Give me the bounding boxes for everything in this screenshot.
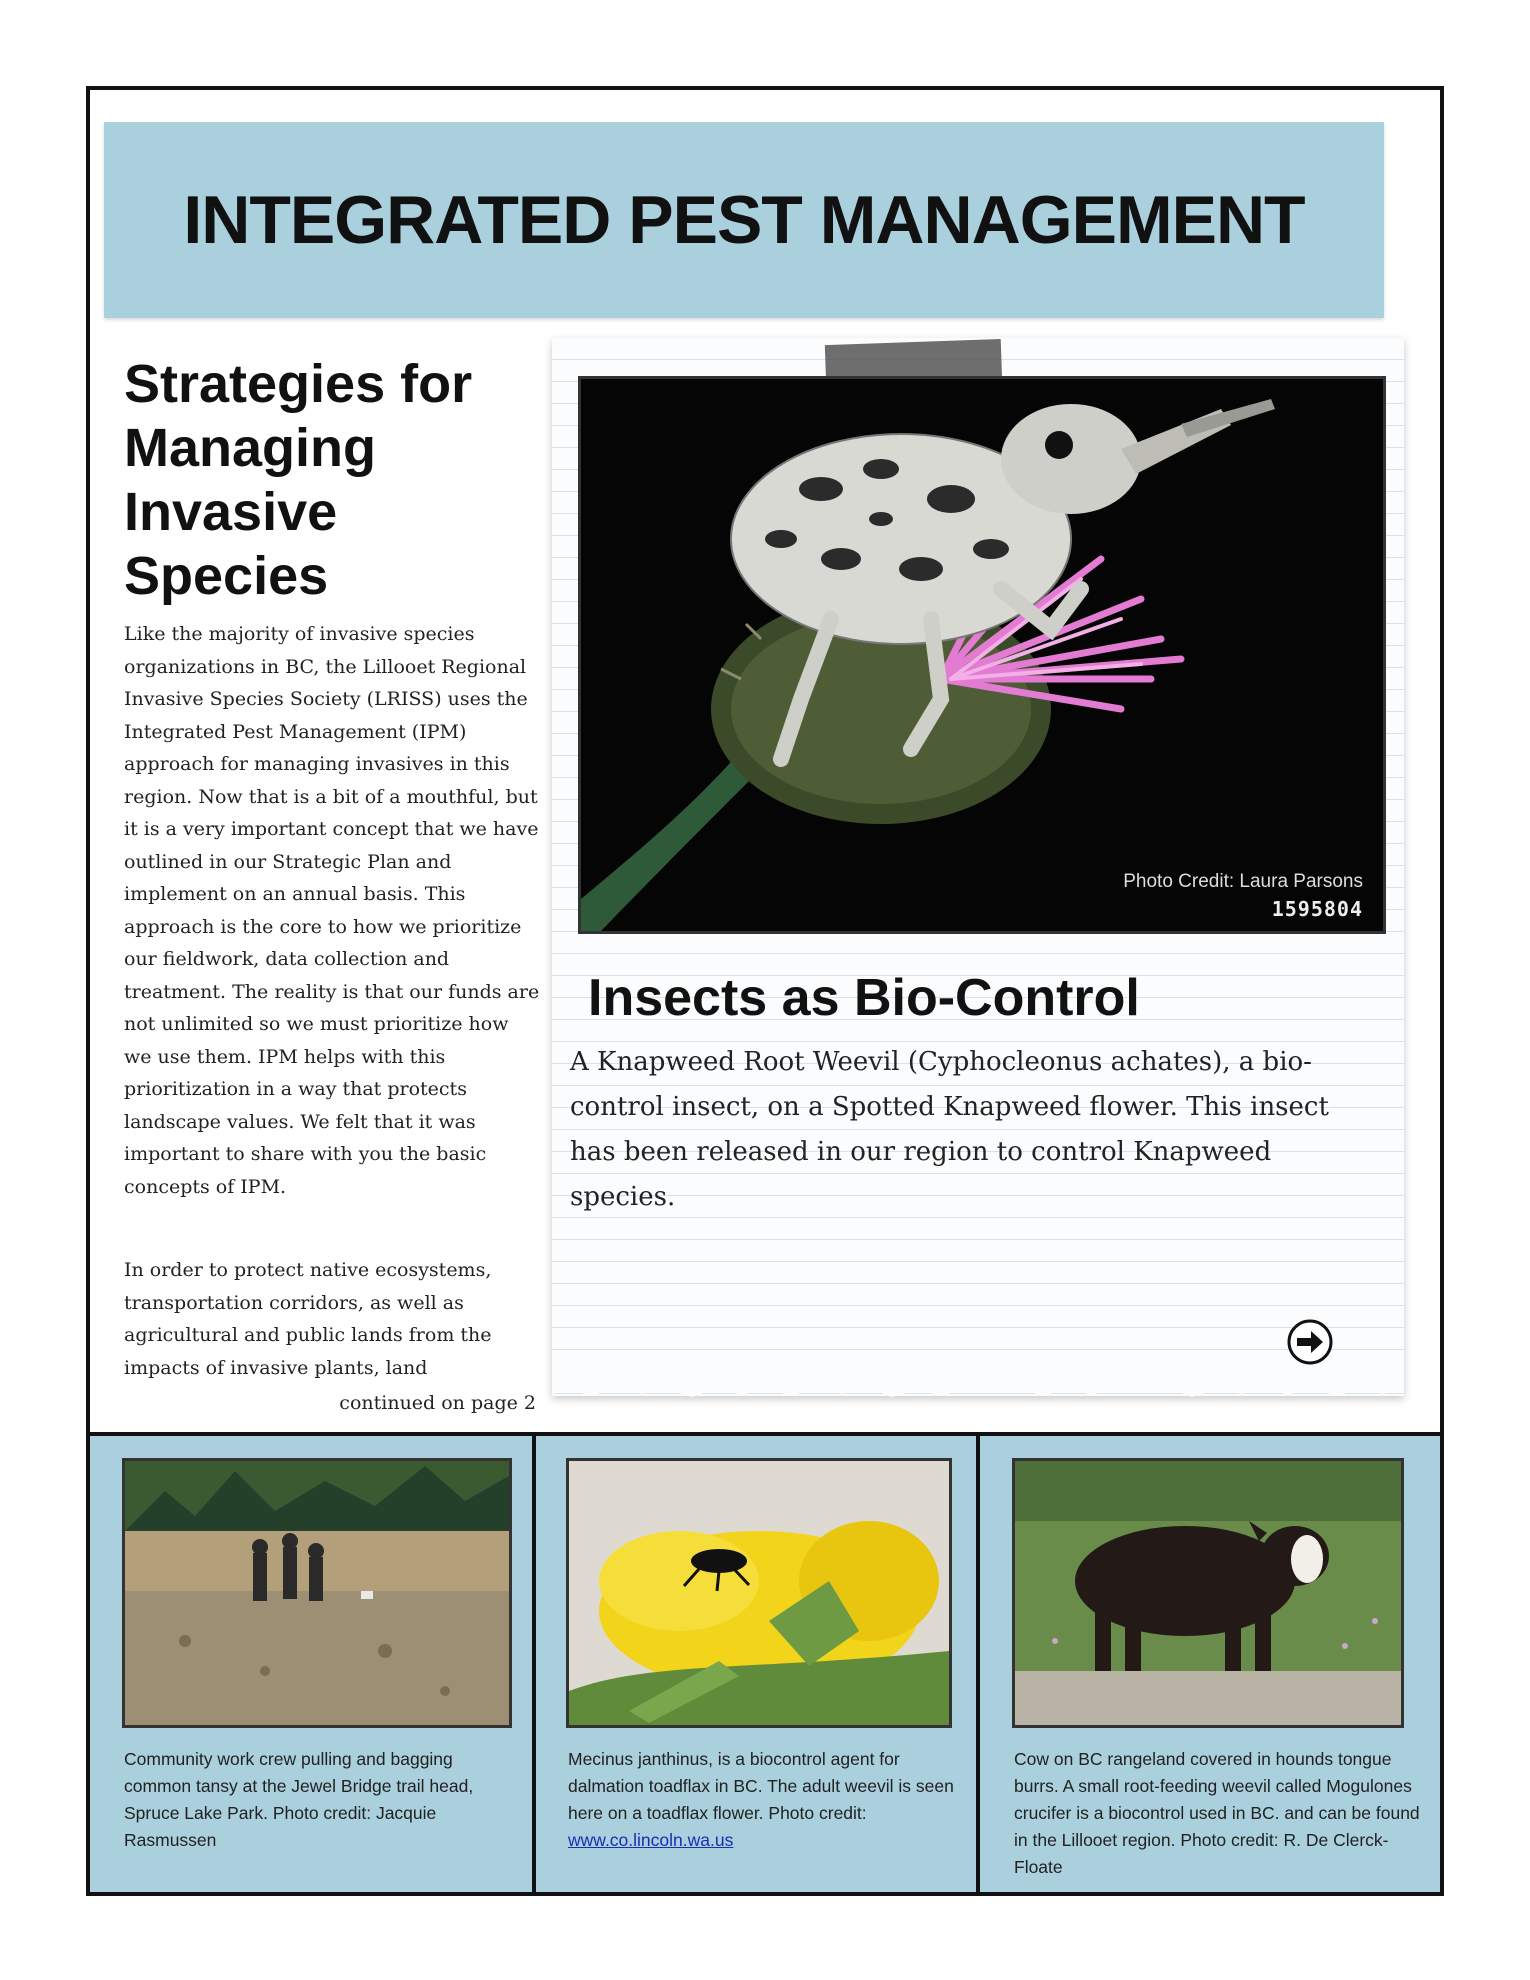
article-heading: Strategies for Managing Invasive Species	[124, 354, 473, 606]
work-crew-photo	[122, 1458, 512, 1728]
continued-note: continued on page 2	[339, 1392, 536, 1414]
page-frame-right	[1440, 86, 1444, 1896]
photo-panel-toadflax	[536, 1436, 976, 1892]
weevil-illustration	[581, 379, 1383, 931]
section-text: A Knapweed Root Weevil (Cyphocleonus achates), a bio-control insect, on a Spotted Knapweed flower. This insect has been released in our region to control Knapweed species.	[570, 1047, 1329, 1212]
panel-2-caption	[568, 1746, 960, 1854]
panel-1-caption: Community work crew pulling and bagging common tansy at the Jewel Bridge trail head, Spruce Lake Park. Photo credit: Jacquie Rasmussen	[124, 1749, 474, 1850]
page-frame-top	[86, 86, 1444, 90]
article-paragraph-1: Like the majority of invasive species organizations in BC, the Lillooet Regional Invasive Species Society (LRISS) uses the Integrated Pest Management (IPM) approach for managing invasives in this region. Now that is a bit of a mouthful, but it is a very important concept that we have outlined in our Strategic Plan and implement on an annual basis. This approach is the core to how we prioritize our fieldwork, data collection and treatment. The reality is that our funds are not unlimited so we must prioritize how we use them. IPM helps with this prioritization in a way that protects landscape values. We felt that it was important to share with you the basic concepts of IPM.	[124, 623, 540, 1198]
panel-2-caption-text: Mecinus janthinus, is a biocontrol agent for dalmation toadflax in BC. The adult weevil is seen here on a toadflax flower. Photo credit:	[568, 1749, 954, 1823]
panel-3-caption: Cow on BC rangeland covered in hounds tongue burrs. A small root-feeding weevil called Mogulones crucifer is a biocontrol used in BC. and can be found in the Lillooet region. Photo credit: R. De Clerck-Floate	[1014, 1749, 1420, 1877]
toadflax-weevil-photo	[566, 1458, 952, 1728]
article-paragraph-2: In order to protect native ecosystems, transportation corridors, as well as agricultural and public lands from the impacts of invasive plants, land	[124, 1259, 492, 1379]
photo-id: 1595804	[1271, 897, 1363, 921]
photo-panel-cow	[980, 1436, 1440, 1892]
page-frame-bottom	[86, 1892, 1444, 1896]
photo-credit-link[interactable]: www.co.lincoln.wa.us	[568, 1830, 734, 1850]
title-banner	[104, 122, 1384, 318]
page-title: INTEGRATED PEST MANAGEMENT	[183, 182, 1305, 258]
photo-panel-work-crew	[90, 1436, 532, 1892]
photo-credit: Photo Credit: Laura Parsons	[1123, 871, 1363, 892]
weevil-photo	[578, 376, 1386, 934]
arrow-right-circle-icon[interactable]	[1286, 1318, 1334, 1366]
section-heading: Insects as Bio-Control	[588, 969, 1140, 1027]
torn-paper-edge	[552, 1370, 1404, 1404]
cow-photo	[1012, 1458, 1404, 1728]
